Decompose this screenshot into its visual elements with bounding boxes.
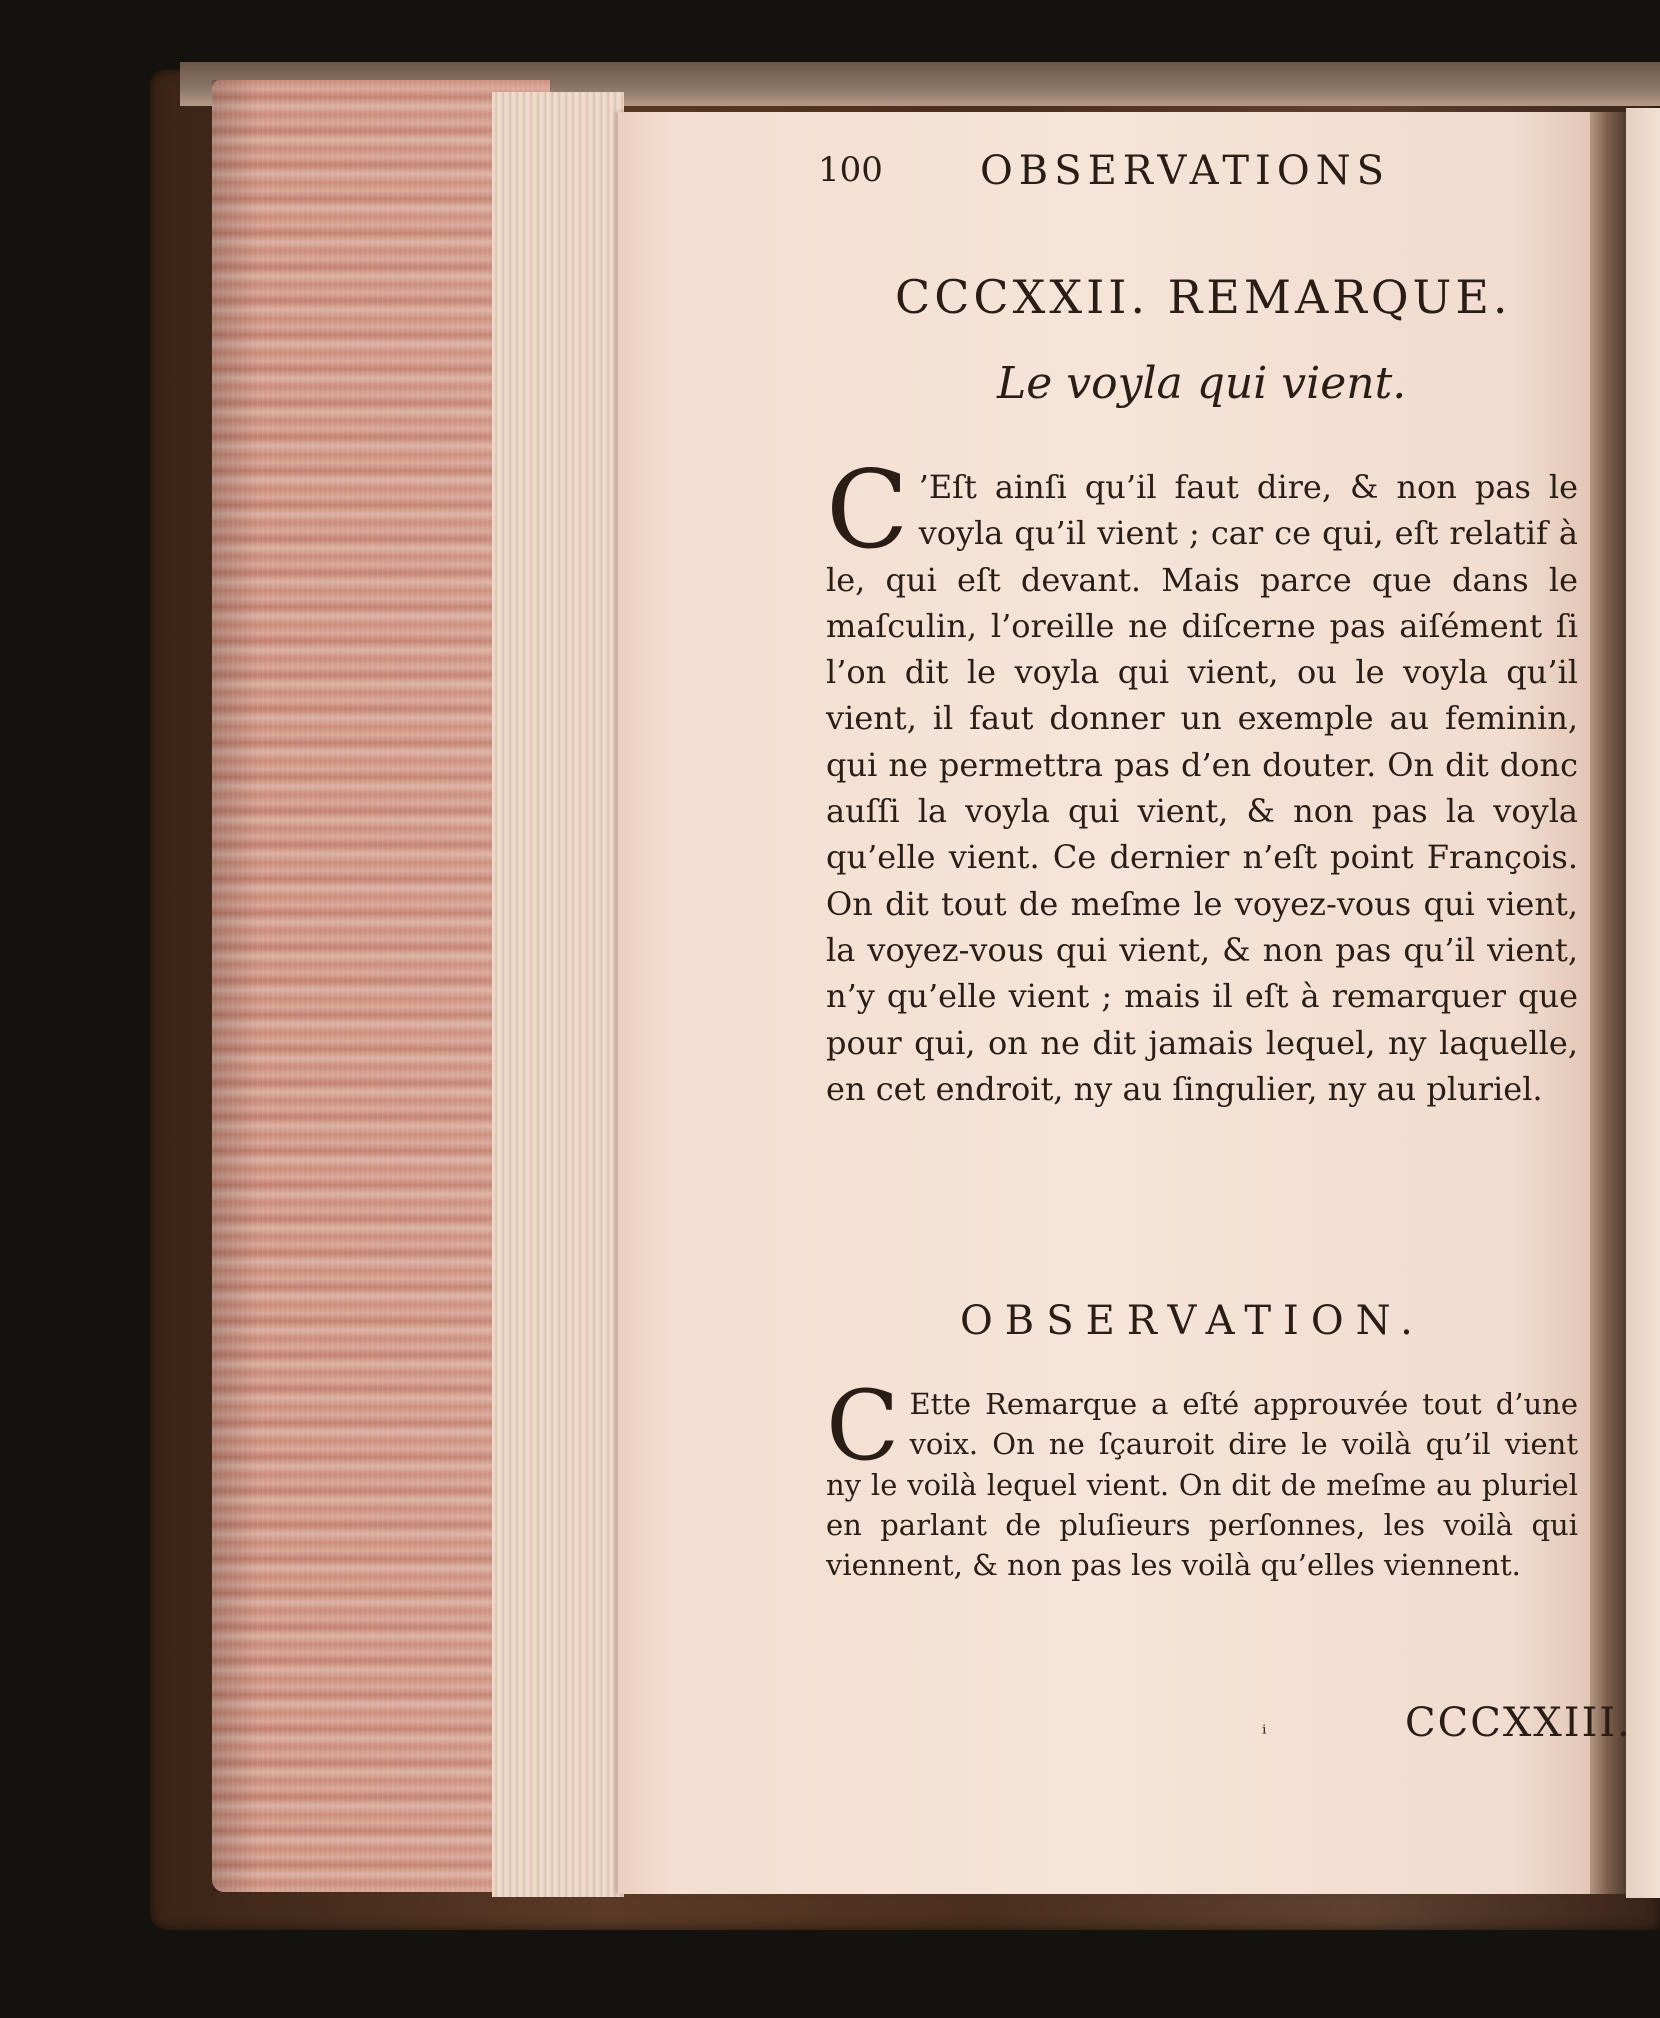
observation-paragraph	[826, 1370, 1578, 1654]
remarque-heading: CCCXXII. REMARQUE.	[895, 270, 1512, 324]
page-number: 100	[818, 150, 883, 190]
running-head	[818, 148, 1498, 198]
page-leaves	[492, 92, 624, 1897]
catchword: CCCXXIII.	[1405, 1700, 1632, 1746]
remarque-paragraph	[826, 448, 1578, 1264]
book-gutter	[1590, 112, 1630, 1894]
remarque-body: ’Eſt ainſi qu’il faut dire, & non pas le voyla qu’il vient ; car ce qui, eſt relatif à le, qui eſt devant. Mais parce que dans le maſculin, l’oreille ne diſcerne pas aiſément ſi l’on dit le voyla qui vient, ou le voyla qu’il vient, il faut donner un exemple au feminin, qui ne permettra pas d’en douter. On dit donc auſſi la voyla qui vient, & non pas la voyla qu’elle vient. Ce dernier n’eſt point François. On dit tout de meſme le voyez-vous qui vient, la voyez-vous qui vient, & non pas qu’il vient, n’y qu’elle vient ; mais il eſt à remarquer que pour qui, on ne dit jamais lequel, ny laquelle, en cet endroit, ny au ſingulier, ny au pluriel.	[826, 468, 1578, 1108]
observation-body: Ette Remarque a eſté approuvée tout d’une voix. On ne ſçauroit dire le voilà qu’il vient ny le voilà lequel vient. On dit de meſme au pluriel en parlant de pluſieurs perſonnes, les voilà qui viennent, & non pas les voilà qu’elles viennent.	[826, 1387, 1578, 1583]
observation-heading: OBSERVATION.	[960, 1298, 1425, 1344]
printer-mark: ⁱ	[1262, 1722, 1267, 1747]
remarque-subtitle: Le voyla qui vient.	[997, 358, 1407, 409]
drop-cap: C	[826, 448, 909, 573]
running-title: OBSERVATIONS	[980, 148, 1391, 194]
facing-page-edge	[1626, 108, 1660, 1898]
drop-cap: C	[826, 1370, 900, 1482]
